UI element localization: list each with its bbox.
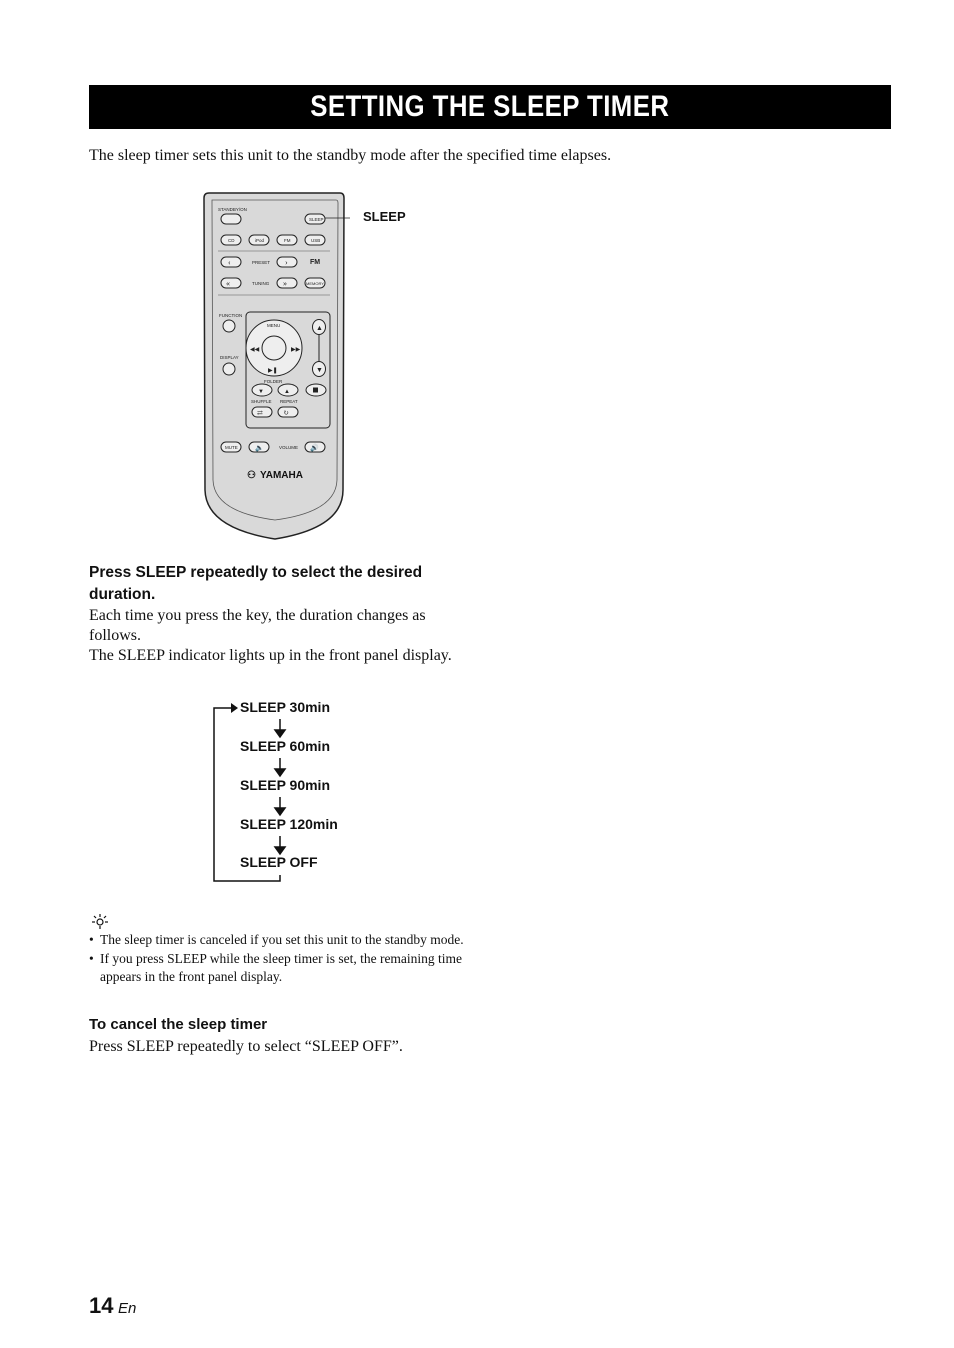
folder-down-icon: ▼: [258, 389, 264, 395]
cancel-body: Press SLEEP repeatedly to select “SLEEP OFF”.: [89, 1038, 403, 1055]
yamaha-logo-icon: ⚇: [247, 470, 256, 481]
chevron-left-icon: ‹: [228, 258, 231, 267]
fm-section-label: FM: [310, 259, 321, 266]
display-button[interactable]: [223, 363, 235, 375]
stop-icon: [313, 388, 318, 393]
tuning-label: TUNING: [252, 281, 270, 286]
double-chevron-left-icon: «: [226, 279, 230, 288]
triangle-down-icon: ▼: [316, 366, 323, 374]
preset-down-button[interactable]: [221, 257, 241, 267]
page-title: SETTING THE SLEEP TIMER: [310, 90, 670, 123]
down-arrow-icon: [275, 808, 285, 815]
flow-step-2: SLEEP 60min: [240, 738, 331, 754]
tuning-down-button[interactable]: [221, 278, 241, 288]
double-chevron-right-icon: »: [283, 279, 287, 288]
shuffle-label: SHUFFLE: [251, 399, 272, 404]
loop-arrow-icon: [231, 703, 238, 713]
chevron-right-icon: ›: [285, 258, 288, 267]
brand-logo-text: YAMAHA: [260, 470, 303, 481]
memory-button-label: MEMORY: [306, 281, 324, 286]
down-arrow-icon: [275, 847, 285, 854]
flow-step-3: SLEEP 90min: [240, 777, 331, 793]
sleep-callout-label: SLEEP: [363, 209, 406, 224]
flow-step-5: SLEEP OFF: [240, 854, 318, 870]
intro-text: The sleep timer sets this unit to the standby mode after the specified time elapses.: [89, 147, 612, 164]
folder-label: FOLDER: [264, 379, 283, 384]
volume-label: VOLUME: [279, 445, 299, 450]
enter-button[interactable]: [262, 336, 286, 360]
sleep-button-label: SLEEP: [309, 217, 324, 222]
mute-button-label: MUTE: [225, 445, 238, 450]
triangle-up-icon: ▲: [316, 324, 323, 332]
speaker-high-icon: 🔊: [310, 444, 319, 452]
play-pause-icon: ▶❚: [268, 368, 278, 374]
display-label: DISPLAY: [220, 355, 239, 360]
flow-step-1: SLEEP 30min: [240, 699, 331, 715]
function-button[interactable]: [223, 320, 235, 332]
step-body: [89, 606, 479, 666]
down-arrow-icon: [275, 769, 285, 776]
skip-back-icon: ◀◀: [250, 347, 260, 353]
preset-label: PRESET: [252, 260, 271, 265]
standby-label: STANDBY/ON: [218, 207, 247, 212]
step-heading: Press SLEEP repeatedly to select the desired duration.: [89, 564, 423, 603]
menu-label: MENU: [267, 323, 281, 328]
tuning-up-button[interactable]: [277, 278, 297, 288]
flow-step-4: SLEEP 120min: [240, 816, 338, 832]
fm-button-label: FM: [284, 238, 291, 243]
page-number: 14: [89, 1293, 114, 1318]
ipod-button-label: iPod: [255, 238, 265, 243]
tips-list: [89, 931, 479, 987]
cd-button-label: CD: [228, 238, 235, 243]
tip-item: • If you press SLEEP while the sleep timer is set, the remaining time appears in the front panel display.: [89, 950, 479, 986]
lightbulb-tip-icon: [89, 913, 111, 929]
shuffle-icon: ⇄: [257, 409, 263, 417]
skip-forward-icon: ▶▶: [291, 347, 301, 353]
standby-button[interactable]: [221, 214, 241, 224]
page-language: En: [118, 1300, 137, 1317]
page-title-bar: [89, 85, 891, 129]
cancel-heading: To cancel the sleep timer: [89, 1016, 268, 1033]
down-arrow-icon: [275, 730, 285, 737]
remote-control-illustration: [200, 190, 350, 545]
step-body-line-1: Each time you press the key, the duration changes as follows.: [89, 607, 426, 644]
folder-up-icon: ▲: [284, 389, 290, 395]
function-label: FUNCTION: [219, 313, 243, 318]
step-body-line-2: The SLEEP indicator lights up in the front panel display.: [89, 647, 452, 664]
repeat-label: REPEAT: [280, 399, 298, 404]
repeat-icon: ↻: [283, 409, 289, 417]
usb-button-label: USB: [311, 238, 321, 243]
tip-item: • The sleep timer is canceled if you set this unit to the standby mode.: [89, 931, 479, 949]
speaker-low-icon: 🔈: [255, 444, 264, 452]
